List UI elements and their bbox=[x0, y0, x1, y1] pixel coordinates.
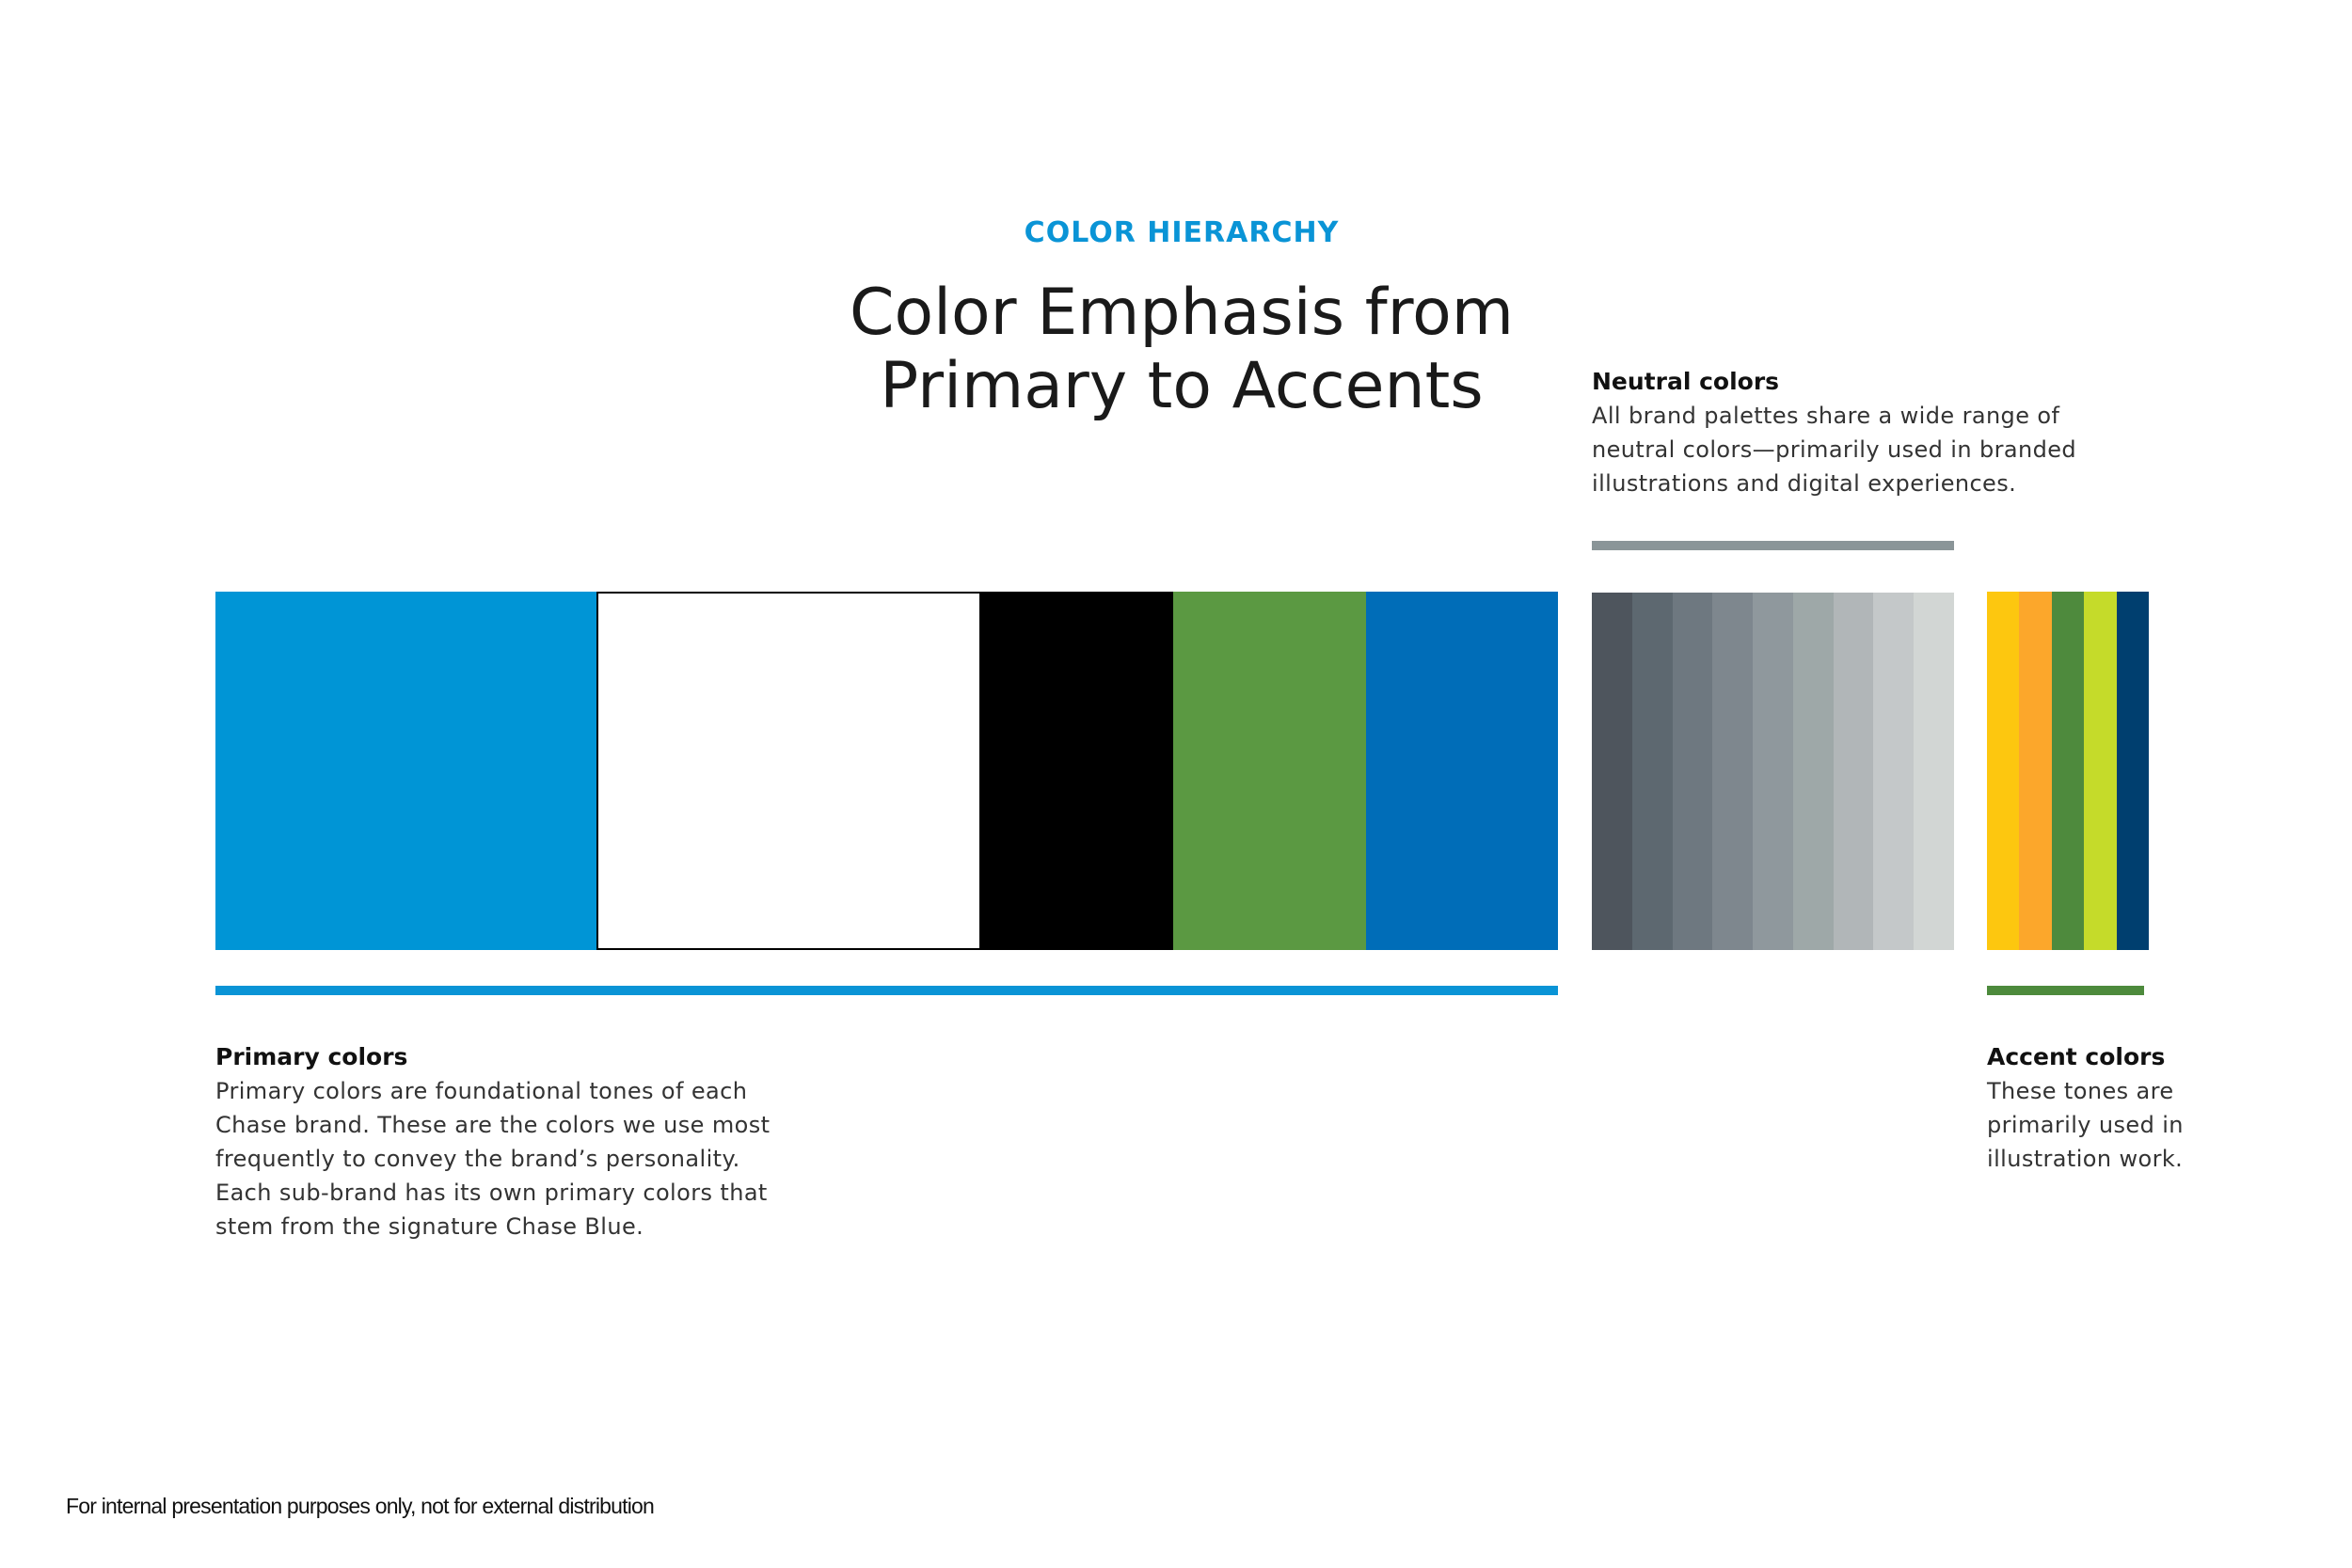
accent-swatch-navy bbox=[2117, 592, 2149, 950]
accent-colors-description bbox=[1987, 1040, 2213, 1176]
primary-colors-bar bbox=[215, 986, 1558, 995]
primary-swatch-row bbox=[215, 592, 1558, 950]
page-title-line-2: Primary to Accents bbox=[880, 349, 1484, 423]
accent-swatch-orange bbox=[2019, 592, 2051, 950]
primary-swatch-black bbox=[981, 592, 1173, 950]
neutral-colors-body: All brand palettes share a wide range of neutral colors—primarily used in branded illustrations and digital experiences. bbox=[1592, 403, 2077, 497]
accent-swatch-lime bbox=[2084, 592, 2116, 950]
neutral-colors-heading: Neutral colors bbox=[1592, 368, 1780, 395]
primary-swatch-green bbox=[1173, 592, 1365, 950]
neutral-colors-bar bbox=[1592, 541, 1954, 550]
primary-swatch-dark-blue bbox=[1366, 592, 1558, 950]
neutral-swatch bbox=[1712, 593, 1753, 950]
neutral-colors-description bbox=[1592, 365, 2119, 500]
neutral-swatch bbox=[1673, 593, 1713, 950]
neutral-swatch bbox=[1873, 593, 1914, 950]
accent-swatch-yellow bbox=[1987, 592, 2019, 950]
primary-swatch-chase-blue bbox=[215, 592, 596, 950]
accent-swatch-green bbox=[2052, 592, 2084, 950]
primary-swatch-white bbox=[596, 592, 981, 950]
primary-colors-body: Primary colors are foundational tones of each Chase brand. These are the colors we use most frequently to convey the brand’s personality. Each sub-brand has its own primary colors that stem from the signature Chase Blue. bbox=[215, 1078, 771, 1240]
accent-swatch-row bbox=[1987, 592, 2149, 950]
neutral-swatch-row bbox=[1592, 593, 1954, 950]
accent-colors-body: These tones are primarily used in illustration work. bbox=[1987, 1078, 2184, 1172]
neutral-swatch bbox=[1632, 593, 1673, 950]
primary-colors-description bbox=[215, 1040, 799, 1243]
section-eyebrow: COLOR HIERARCHY bbox=[1024, 216, 1340, 249]
neutral-swatch bbox=[1793, 593, 1834, 950]
neutral-swatch bbox=[1592, 593, 1632, 950]
footer-disclaimer: For internal presentation purposes only, not for external distribution bbox=[66, 1494, 655, 1518]
accent-colors-heading: Accent colors bbox=[1987, 1043, 2166, 1070]
page-title-line-1: Color Emphasis from bbox=[850, 276, 1514, 350]
neutral-swatch bbox=[1914, 593, 1954, 950]
primary-colors-heading: Primary colors bbox=[215, 1043, 408, 1070]
neutral-swatch bbox=[1834, 593, 1874, 950]
accent-colors-bar bbox=[1987, 986, 2144, 995]
neutral-swatch bbox=[1753, 593, 1793, 950]
